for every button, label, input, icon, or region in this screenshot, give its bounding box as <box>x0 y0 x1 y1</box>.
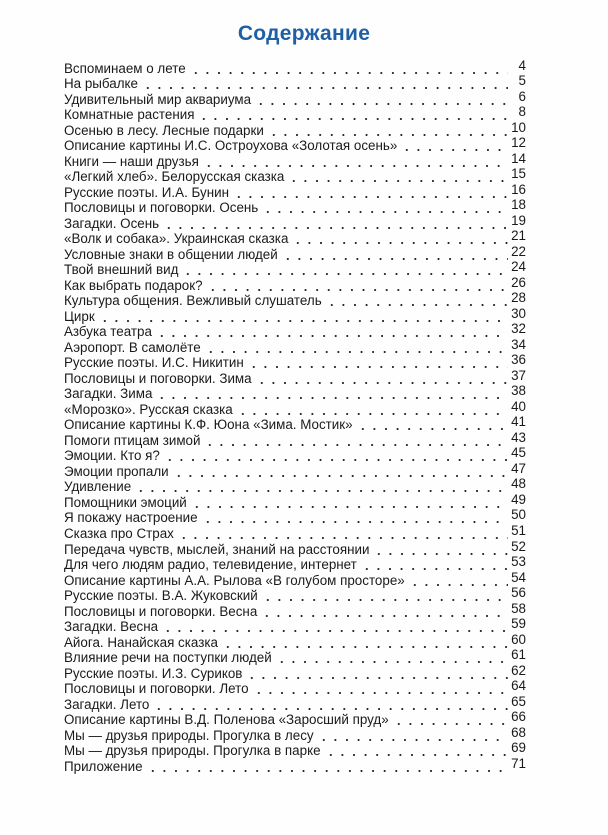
toc-entry-page-number: 59 <box>511 616 526 632</box>
toc-entry-page-number: 69 <box>511 740 526 756</box>
toc-entry <box>64 243 526 262</box>
toc-entry-page-number: 38 <box>511 383 526 399</box>
toc-entry-label: Сказка про Страх <box>64 525 174 541</box>
toc-entry <box>64 693 526 712</box>
toc-entry <box>64 740 526 759</box>
toc-entry-page-number: 28 <box>511 290 526 306</box>
toc-entry <box>64 755 526 774</box>
toc-entry-label: Русские поэты. В.А. Жуковский <box>64 588 258 604</box>
toc-entry-label: Влияние речи на поступки людей <box>64 650 272 666</box>
dot-leader <box>290 230 508 245</box>
dot-leader <box>188 60 508 75</box>
toc-entry-page-number: 68 <box>511 724 526 740</box>
toc-entry-label: Загадки. Лето <box>64 696 150 712</box>
dot-leader <box>280 246 508 261</box>
toc-entry-page-number: 18 <box>511 197 526 213</box>
dot-leader <box>203 339 508 354</box>
toc-entry-label: Цирк <box>64 308 95 324</box>
toc-entry-page-number: 53 <box>511 554 526 570</box>
dot-leader <box>151 696 508 711</box>
toc-entry-page-number: 34 <box>511 336 526 352</box>
toc-entry-page-number: 48 <box>511 476 526 492</box>
toc-entry <box>64 166 526 185</box>
toc-entry-label: Помощники эмоций <box>64 494 187 510</box>
toc-entry-label: Эмоции. Кто я? <box>64 448 160 464</box>
toc-entry <box>64 709 526 728</box>
dot-leader <box>180 261 508 276</box>
toc-entry <box>64 631 526 650</box>
toc-entry-page-number: 16 <box>511 181 526 197</box>
toc-entry-label: «Легкий хлеб». Белорусская сказка <box>64 169 285 185</box>
dot-leader <box>189 494 508 509</box>
toc-entry-page-number: 5 <box>518 73 526 89</box>
dot-leader <box>359 556 508 571</box>
toc-entry-page-number: 47 <box>511 460 526 476</box>
toc-entry-page-number: 8 <box>518 104 526 120</box>
toc-entry-label: Айога. Нанайская сказка <box>64 634 218 650</box>
page-title: Содержание <box>237 22 371 45</box>
toc-entry-label: «Волк и собака». Украинская сказка <box>64 231 289 247</box>
dot-leader <box>324 292 508 307</box>
toc-entry-page-number: 6 <box>518 88 526 104</box>
dot-leader <box>201 153 508 168</box>
toc-entry <box>64 429 526 448</box>
toc-entry-page-number: 43 <box>511 429 526 445</box>
toc-entry <box>64 57 526 76</box>
dot-leader <box>154 385 508 400</box>
toc-entry <box>64 367 526 386</box>
toc-entry-label: Пословицы и поговорки. Зима <box>64 370 252 386</box>
dot-leader <box>274 649 508 664</box>
toc-entry-page-number: 36 <box>511 352 526 368</box>
dot-leader <box>220 634 508 649</box>
dot-leader <box>251 680 508 695</box>
toc-entry-page-number: 64 <box>511 678 526 694</box>
toc-entry-label: Мы — друзья природы. Прогулка в парке <box>64 743 321 759</box>
dot-leader <box>200 509 508 524</box>
dot-leader <box>235 401 508 416</box>
dot-leader <box>154 323 508 338</box>
toc-entry-label: Удивление <box>64 479 132 495</box>
toc-entry-label: Русские поэты. И.С. Никитин <box>64 355 244 371</box>
toc-entry-label: «Морозко». Русская сказка <box>64 401 233 417</box>
toc-entry-label: Пословицы и поговорки. Лето <box>64 681 249 697</box>
toc-entry-label: Загадки. Весна <box>64 619 159 635</box>
dot-leader <box>205 277 508 292</box>
dot-leader <box>246 354 508 369</box>
toc-entry <box>64 181 526 200</box>
toc-entry <box>64 476 526 495</box>
toc-entry-label: Мы — друзья природы. Прогулка в лесу <box>64 727 314 743</box>
toc-entry-page-number: 50 <box>511 507 526 523</box>
dot-leader <box>162 447 508 462</box>
toc-entry-label: Описание картины И.С. Остроухова «Золотая осень» <box>64 138 398 154</box>
dot-leader <box>171 463 508 478</box>
toc-entry-page-number: 52 <box>511 538 526 554</box>
toc-entry-label: Я покажу настроение <box>64 510 198 526</box>
toc-entry-label: Аэропорт. В самолёте <box>64 339 201 355</box>
toc-entry-label: Описание картины В.Д. Поленова «Заросший пруд» <box>64 712 389 728</box>
toc-entry-page-number: 51 <box>511 522 526 538</box>
toc-entry-page-number: 40 <box>511 398 526 414</box>
dot-leader <box>286 168 508 183</box>
toc-entry-label: Загадки. Зима <box>64 386 153 402</box>
toc-entry-page-number: 22 <box>511 243 526 259</box>
toc-entry <box>64 414 526 433</box>
dot-leader <box>266 122 508 137</box>
toc-entry <box>64 135 526 154</box>
toc-entry-page-number: 54 <box>511 569 526 585</box>
toc-entry-label: Вспоминаем о лете <box>64 60 186 76</box>
dot-leader <box>260 199 508 214</box>
toc-entry <box>64 507 526 526</box>
toc-entry <box>64 104 526 123</box>
dot-leader <box>260 587 508 602</box>
toc-entry <box>64 88 526 107</box>
toc-entry-page-number: 58 <box>511 600 526 616</box>
toc-entry-label: Для чего людям радио, телевидение, интернет <box>64 557 357 573</box>
toc-entry-label: Русские поэты. И.А. Бунин <box>64 184 229 200</box>
toc-entry <box>64 119 526 138</box>
toc-entry <box>64 398 526 417</box>
dot-leader <box>323 742 508 757</box>
toc-entry <box>64 724 526 743</box>
toc-entry-page-number: 56 <box>511 585 526 601</box>
toc-entry-label: Загадки. Осень <box>64 215 160 231</box>
toc-entry-page-number: 60 <box>511 631 526 647</box>
toc-entry <box>64 538 526 557</box>
toc-entry <box>64 274 526 293</box>
toc-entry <box>64 600 526 619</box>
toc-entry <box>64 290 526 309</box>
dot-leader <box>253 91 508 106</box>
toc-entry <box>64 554 526 573</box>
toc-entry-label: Удивительный мир аквариума <box>64 91 252 107</box>
dot-leader <box>97 308 508 323</box>
toc-entry-page-number: 15 <box>511 166 526 182</box>
toc-entry-label: Условные знаки в общении людей <box>64 246 278 262</box>
toc-entry <box>64 305 526 324</box>
table-of-contents <box>64 57 526 774</box>
toc-entry-label: Культура общения. Вежливый слушатель <box>64 293 322 309</box>
toc-entry <box>64 352 526 371</box>
toc-entry-page-number: 32 <box>511 321 526 337</box>
toc-entry-page-number: 62 <box>511 662 526 678</box>
toc-entry-label: Пословицы и поговорки. Осень <box>64 200 259 216</box>
toc-entry-page-number: 19 <box>511 212 526 228</box>
toc-entry <box>64 259 526 278</box>
toc-entry-label: Азбука театра <box>64 324 152 340</box>
dot-leader <box>202 432 508 447</box>
toc-entry <box>64 197 526 216</box>
toc-entry-page-number: 45 <box>511 445 526 461</box>
toc-entry <box>64 491 526 510</box>
dot-leader <box>371 541 508 556</box>
dot-leader <box>316 727 508 742</box>
toc-entry-label: Осенью в лесу. Лесные подарки <box>64 122 264 138</box>
dot-leader <box>259 603 508 618</box>
toc-entry <box>64 678 526 697</box>
toc-entry-label: Эмоции пропали <box>64 463 169 479</box>
dot-leader <box>176 525 508 540</box>
dot-leader <box>140 75 508 90</box>
toc-entry-page-number: 37 <box>511 367 526 383</box>
toc-entry <box>64 212 526 231</box>
toc-entry <box>64 383 526 402</box>
dot-leader <box>407 572 508 587</box>
dot-leader <box>196 106 508 121</box>
dot-leader <box>231 184 508 199</box>
toc-entry <box>64 585 526 604</box>
toc-entry-label: Книги — наши друзья <box>64 153 199 169</box>
toc-entry-label: Помоги птицам зимой <box>64 432 201 448</box>
toc-entry-page-number: 71 <box>511 755 526 771</box>
toc-entry <box>64 522 526 541</box>
toc-entry-page-number: 14 <box>511 150 526 166</box>
dot-leader <box>399 137 508 152</box>
dot-leader <box>391 711 508 726</box>
toc-entry <box>64 647 526 666</box>
toc-entry <box>64 150 526 169</box>
dot-leader <box>254 370 508 385</box>
toc-entry <box>64 445 526 464</box>
toc-entry-page-number: 10 <box>511 119 526 135</box>
toc-entry <box>64 321 526 340</box>
toc-entry-label: Описание картины А.А. Рылова «В голубом просторе» <box>64 572 405 588</box>
toc-entry-page-number: 4 <box>518 57 526 73</box>
dot-leader <box>161 215 508 230</box>
toc-entry <box>64 73 526 92</box>
toc-entry-page-number: 26 <box>511 274 526 290</box>
toc-entry-label: Пословицы и поговорки. Весна <box>64 603 258 619</box>
toc-entry-page-number: 24 <box>511 259 526 275</box>
toc-entry-label: Русские поэты. И.З. Суриков <box>64 665 243 681</box>
dot-leader <box>244 665 508 680</box>
toc-entry-label: Передача чувств, мыслей, знаний на расстоянии <box>64 541 370 557</box>
dot-leader <box>145 758 508 773</box>
dot-leader <box>355 416 508 431</box>
toc-entry-label: Приложение <box>64 758 143 774</box>
toc-entry-page-number: 49 <box>511 491 526 507</box>
toc-entry-page-number: 66 <box>511 709 526 725</box>
toc-entry-page-number: 21 <box>511 228 526 244</box>
dot-leader <box>133 478 508 493</box>
toc-entry <box>64 662 526 681</box>
toc-entry-label: Комнатные растения <box>64 107 195 123</box>
toc-entry-page-number: 61 <box>511 647 526 663</box>
toc-entry-page-number: 41 <box>511 414 526 430</box>
toc-entry-label: Описание картины К.Ф. Юона «Зима. Мостик» <box>64 417 353 433</box>
toc-entry <box>64 228 526 247</box>
dot-leader <box>160 618 508 633</box>
toc-entry-label: Твой внешний вид <box>64 262 179 278</box>
toc-entry-label: Как выбрать подарок? <box>64 277 203 293</box>
toc-entry-label: На рыбалке <box>64 76 138 92</box>
toc-entry-page-number: 12 <box>511 135 526 151</box>
toc-entry <box>64 336 526 355</box>
toc-entry-page-number: 30 <box>511 305 526 321</box>
toc-entry <box>64 616 526 635</box>
toc-entry <box>64 460 526 479</box>
toc-entry <box>64 569 526 588</box>
toc-entry-page-number: 65 <box>511 693 526 709</box>
